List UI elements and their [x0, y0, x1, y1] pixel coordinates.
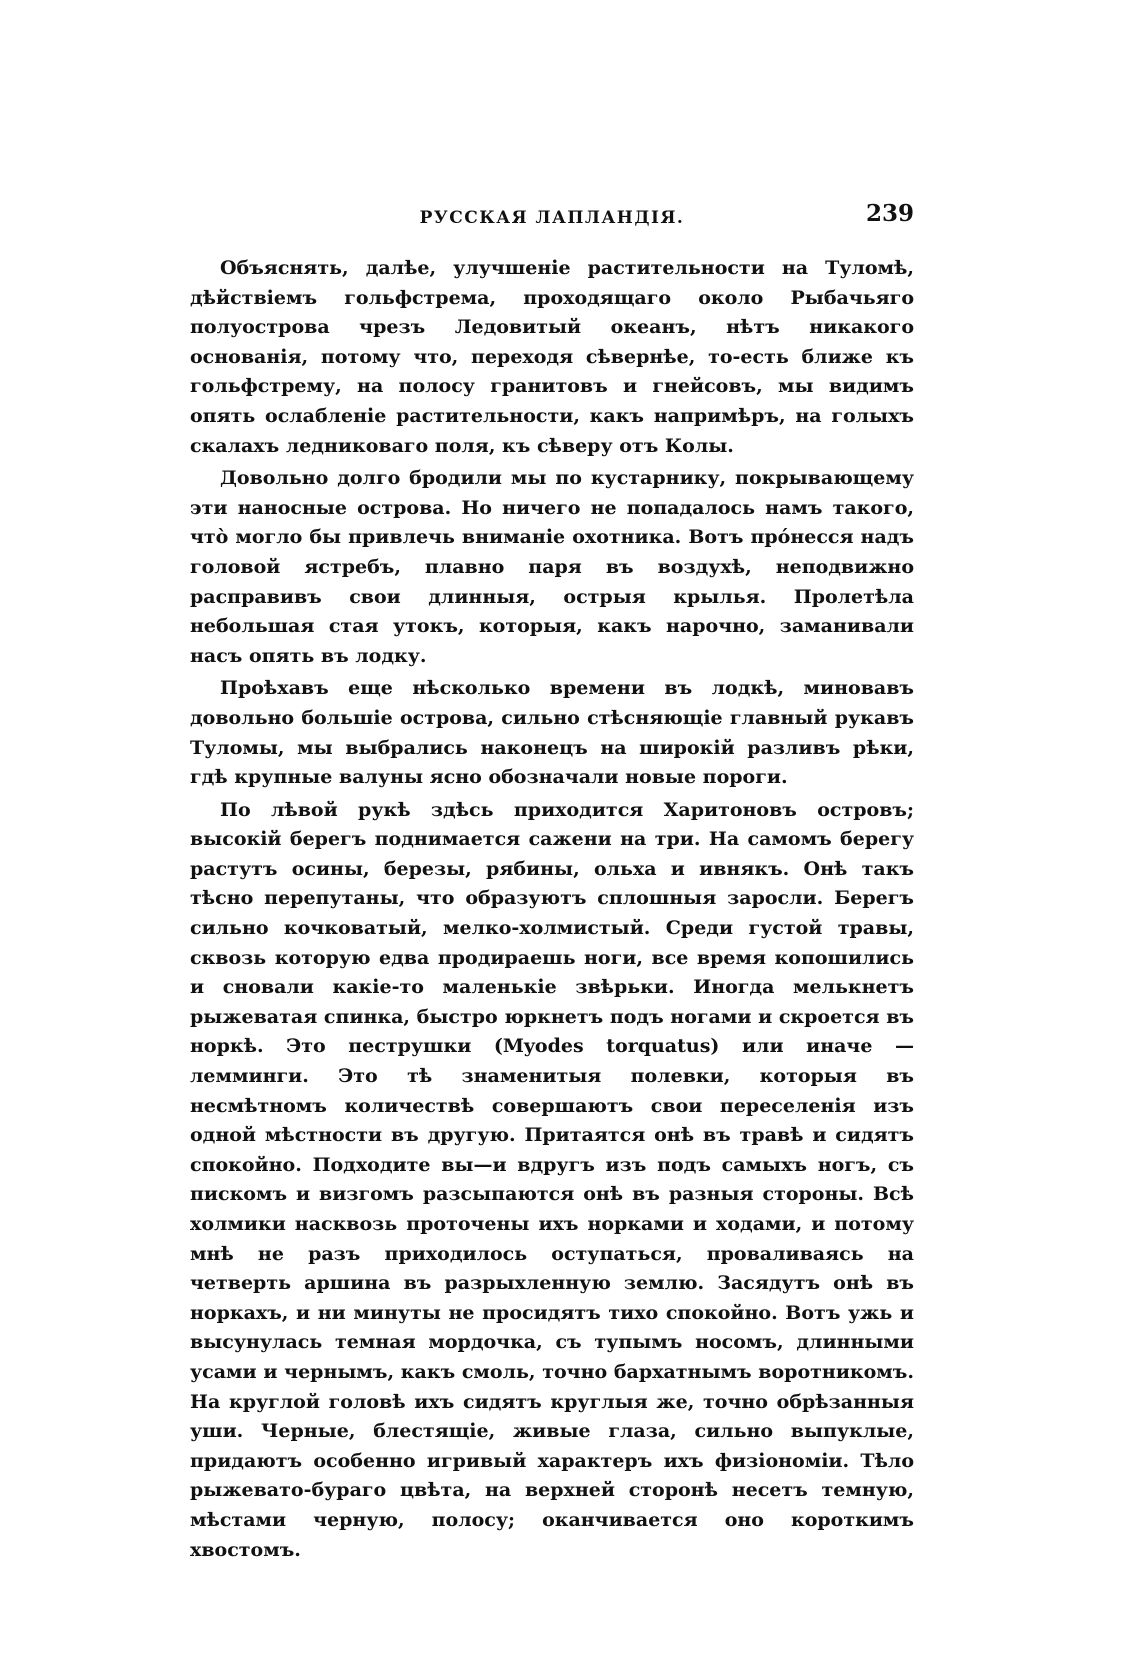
paragraph: Проѣхавъ еще нѣсколько времени въ лодкѣ, миновавъ довольно большіе острова, сильно стѣсняющіе главный рукавъ Туломы, мы выбрались наконецъ на широкій разливъ рѣки, гдѣ крупные валуны ясно обозначали новые пороги. — [190, 677, 914, 789]
paragraph: По лѣвой рукѣ здѣсь приходится Харитоновъ островъ; высокій берегъ поднимается сажени на три. На самомъ берегу растутъ осины, березы, рябины, ольха и ивнякъ. Онѣ такъ тѣсно перепутаны, что образуютъ сплошныя заросли. Берегъ сильно кочковатый, мелко-холмистый. Среди густой травы, сквозь которую едва продираешь ноги, все время копошились и сновали какіе-то маленькіе звѣрьки. Иногда мелькнетъ рыжеватая спинка, быстро юркнетъ подъ ногами и скроется въ норкѣ. Это пеструшки (Myodes torquatus) или иначе — лемминги. Это тѣ знаменитыя полевки, которыя въ несмѣтномъ количествѣ совершаютъ свои переселенія изъ одной мѣстности въ другую. Притаятся онѣ въ травѣ и сидятъ спокойно. Подходите вы—и вдругъ изъ подъ самыхъ ногъ, съ пискомъ и визгомъ разсыпаются онѣ въ разныя стороны. Всѣ холмики насквозь проточены ихъ норками и ходами, и потому мнѣ не разъ приходилось оступаться, проваливаясь на четверть аршина въ разрыхленную землю. Засядутъ онѣ въ норкахъ, и ни минуты не просидятъ тихо спокойно. Вотъ ужь и высунулась темная мордочка, съ тупымъ носомъ, длинными усами и чернымъ, какъ смоль, точно бархатнымъ воротникомъ. На круглой головѣ ихъ сидятъ круглыя же, точно обрѣзанныя уши. Черные, блестящіе, живые глаза, сильно выпуклые, придаютъ особенно игривый характеръ ихъ физіономіи. Тѣло рыжевато-бураго цвѣта, на верхней сторонѣ несетъ темную, мѣстами черную, полосу; оканчивается оно короткимъ хвостомъ. — [190, 798, 914, 1561]
body-text — [190, 254, 914, 1565]
page-number: 239 — [865, 200, 914, 227]
paragraph: Объяснять, далѣе, улучшеніе растительности на Туломѣ, дѣйствіемъ гольфстрема, проходящаго около Рыбачьяго полуострова чрезъ Ледовитый океанъ, нѣтъ никакого основанія, потому что, переходя сѣвернѣе, то-есть ближе къ гольфстрему, на полосу гранитовъ и гнейсовъ, мы видимъ опять ослабленіе растительности, какъ напримѣръ, на голыхъ скалахъ ледниковаго поля, къ сѣверу отъ Колы. — [190, 257, 914, 457]
page-header — [190, 200, 914, 230]
running-title: РУССКАЯ ЛАПЛАНДІЯ. — [419, 208, 685, 228]
paragraph: Довольно долго бродили мы по кустарнику, покрывающему эти наносные острова. Но ничего не попадалось намъ такого, чтò могло бы привлечь вниманіе охотника. Вотъ прóнесся надъ головой ястребъ, плавно паря въ воздухѣ, неподвижно расправивъ свои длинныя, острыя крылья. Пролетѣла небольшая стая утокъ, которыя, какъ нарочно, заманивали насъ опять въ лодку. — [190, 467, 914, 667]
